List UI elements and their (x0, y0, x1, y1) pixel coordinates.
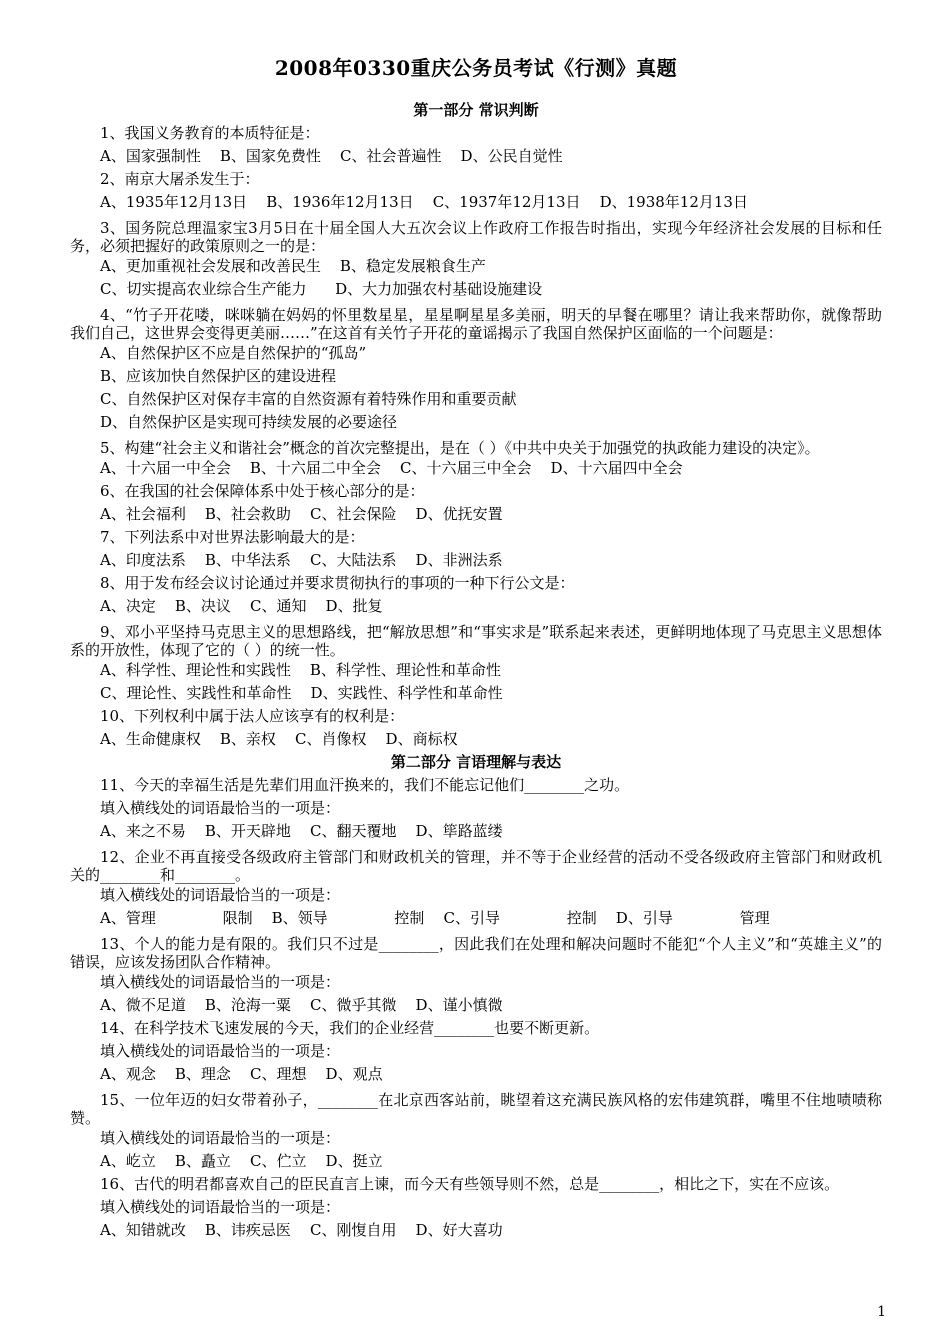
question-text: 5、构建“社会主义和谐社会”概念的首次完整提出，是在（ ）《中共中央关于加强党的执政能力建设的决定》。 (100, 439, 820, 457)
page-number: 1 (877, 1304, 886, 1320)
question-text: 13、个人的能力是有限的。我们只不过是________，因此我们在处理和解决问题时不能犯“个人主义”和“英雄主义”的错误，应该发扬团队合作精神。 (70, 935, 882, 971)
question-text: 10、下列权利中属于法人应该享有的权利是： (100, 707, 405, 725)
page-title: 2008年0330重庆公务员考试《行测》真题 (274, 56, 678, 80)
option-line: A、1935年12月13日 B、1936年12月13日 C、1937年12月13日 D、1938年12月13日 (100, 193, 748, 211)
option-line: C、理论性、实践性和革命性 D、实践性、科学性和革命性 (100, 684, 503, 702)
option-line: A、更加重视社会发展和改善民生 B、稳定发展粮食生产 (100, 257, 486, 275)
option-line: B、应该加快自然保护区的建设进程 (100, 367, 337, 385)
question-text: 12、企业不再直接受各级政府主管部门和财政机关的管理，并不等于企业经营的活动不受各级政府主管部门和财政机关的________和________。 (70, 848, 882, 884)
section-1-questions (70, 122, 882, 751)
option-line: A、微不足道 B、沧海一粟 C、微乎其微 D、谨小慎微 (100, 996, 503, 1014)
option-line: A、管理 限制 B、领导 控制 C、引导 控制 D、引导 管理 (100, 909, 770, 927)
option-line: A、来之不易 B、开天辟地 C、翻天覆地 D、筚路蓝缕 (100, 822, 503, 840)
option-line: 填入横线处的词语最恰当的一项是： (100, 886, 341, 904)
question-text: 3、国务院总理温家宝3月5日在十届全国人大五次会议上作政府工作报告时指出，实现今年经济社会发展的目标和任务，必须把握好的政策原则之一的是： (70, 219, 882, 255)
option-line: D、自然保护区是实现可持续发展的必要途径 (100, 413, 398, 431)
option-line: A、观念 B、理念 C、理想 D、观点 (100, 1065, 383, 1083)
option-line: A、十六届一中全会 B、十六届二中全会 C、十六届三中全会 D、十六届四中全会 (100, 459, 683, 477)
option-line: C、切实提高农业综合生产能力 D、大力加强农村基础设施建设 (100, 280, 543, 298)
question-text: 15、一位年迈的妇女带着孙子，________在北京西客站前，眺望着这充满民族风格的宏伟建筑群，嘴里不住地啧啧称赞。 (70, 1091, 882, 1127)
option-line: A、国家强制性 B、国家免费性 C、社会普遍性 D、公民自觉性 (100, 147, 563, 165)
option-line: A、印度法系 B、中华法系 C、大陆法系 D、非洲法系 (100, 551, 503, 569)
question-text: 16、古代的明君都喜欢自己的臣民直言上谏，而今天有些领导则不然，总是________，相比之下，实在不应该。 (100, 1175, 840, 1193)
option-line: A、自然保护区不应是自然保护的“孤岛” (100, 344, 367, 362)
option-line: C、自然保护区对保存丰富的自然资源有着特殊作用和重要贡献 (100, 390, 517, 408)
question-text: 4、“竹子开花喽，咪咪躺在妈妈的怀里数星星，星星啊星星多美丽，明天的早餐在哪里？请让我来帮助你，就像帮助我们自己，这世界会变得更美丽……”在这首有关竹子开花的童谣揭示了我国自然保护区面临的一个问题是： (70, 306, 882, 342)
option-line: 填入横线处的词语最恰当的一项是： (100, 1198, 341, 1216)
option-line: A、生命健康权 B、亲权 C、肖像权 D、商标权 (100, 730, 458, 748)
question-text: 11、今天的幸福生活是先辈们用血汗换来的，我们不能忘记他们________之功。 (100, 776, 630, 794)
question-text: 2、南京大屠杀发生于： (100, 170, 260, 188)
option-line: 填入横线处的词语最恰当的一项是： (100, 1129, 341, 1147)
question-text: 1、我国义务教育的本质特征是： (100, 124, 320, 142)
question-text: 7、下列法系中对世界法影响最大的是： (100, 528, 365, 546)
section-2-questions (70, 774, 882, 1242)
option-line: A、科学性、理论性和实践性 B、科学性、理论性和革命性 (100, 661, 501, 679)
option-line: A、社会福利 B、社会救助 C、社会保险 D、优抚安置 (100, 505, 503, 523)
option-line: A、屹立 B、矗立 C、伫立 D、挺立 (100, 1152, 383, 1170)
question-text: 9、邓小平坚持马克思主义的思想路线，把“解放思想”和“事实求是”联系起来表述，更鲜明地体现了马克思主义思想体系的开放性，体现了它的（ ）的统一性。 (70, 623, 882, 659)
option-line: A、决定 B、决议 C、通知 D、批复 (100, 597, 383, 615)
section-title-2: 第二部分 言语理解与表达 (390, 753, 562, 771)
option-line: A、知错就改 B、讳疾忌医 C、刚愎自用 D、好大喜功 (100, 1221, 503, 1239)
option-line: 填入横线处的词语最恰当的一项是： (100, 1042, 341, 1060)
question-text: 6、在我国的社会保障体系中处于核心部分的是： (100, 482, 425, 500)
question-text: 14、在科学技术飞速发展的今天，我们的企业经营________也要不断更新。 (100, 1019, 600, 1037)
question-text: 8、用于发布经会议讨论通过并要求贯彻执行的事项的一种下行公文是： (100, 574, 575, 592)
section-title-1: 第一部分 常识判断 (413, 101, 539, 119)
option-line: 填入横线处的词语最恰当的一项是： (100, 973, 341, 991)
option-line: 填入横线处的词语最恰当的一项是： (100, 799, 341, 817)
